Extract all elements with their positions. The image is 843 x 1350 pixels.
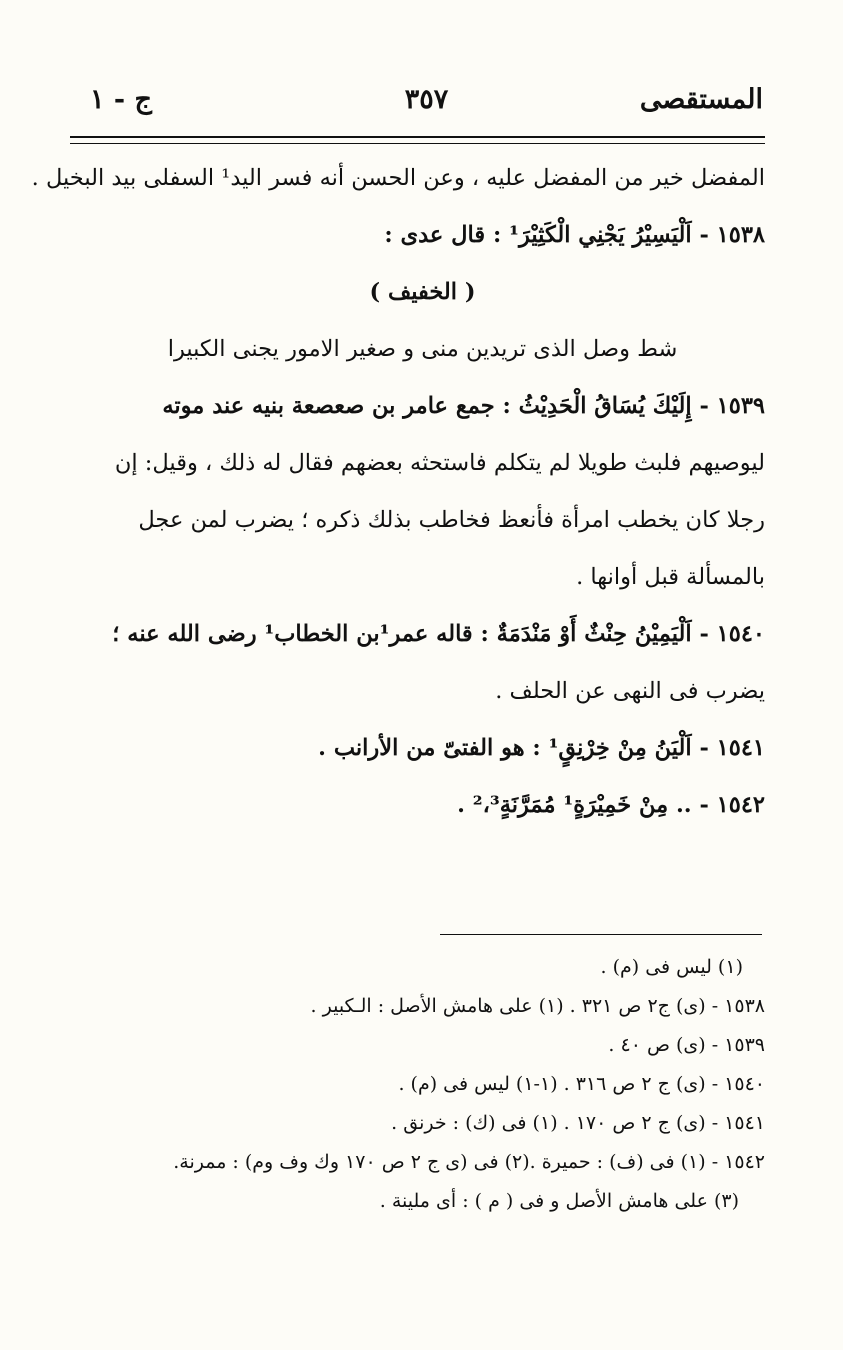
text-line: ليوصيهم فلبث طويلا لم يتكلم فاستحثه بعضهم فقال له ذلك ، وقيل: إن (114, 450, 765, 476)
meter-label: ( الخفيف ) (369, 279, 476, 305)
footnote: ١٥٤٢ - (١) فى (ف) : حميرة .(٢) فى (ى ج ٢ ص ١٧٠ وك وف وم) : ممرنة. (173, 1151, 765, 1173)
page-number: ٣٥٧ (404, 84, 449, 115)
proverb-entry-1539: ١٥٣٩ - إِلَيْكَ يُسَاقُ الْحَدِيْثُ : جمع عامر بن صعصعة بنيه عند موته (162, 393, 765, 419)
footnote: ١٥٤٠ - (ى) ج ٢ ص ٣١٦ . (١-١) ليس فى (م) . (398, 1073, 765, 1095)
proverb-entry-1538: ١٥٣٨ - اَلْيَسِيْرُ يَجْنِي الْكَثِيْرَ¹ : قال عدى : (384, 222, 765, 248)
header-rule-thick (70, 136, 765, 138)
page-header (90, 78, 763, 130)
text-line: المفضل خير من المفضل عليه ، وعن الحسن أنه فسر اليد¹ السفلى بيد البخيل . (31, 165, 765, 191)
book-title: المستقصى (639, 84, 763, 115)
text-line: يضرب فى النهى عن الحلف . (495, 678, 765, 704)
proverb-entry-1542: ١٥٤٢ - .. مِنْ خَمِيْرَةٍ¹ مُمَرَّنَةٍ²،³ . (457, 792, 765, 818)
proverb-entry-1540: ١٥٤٠ - اَلْيَمِيْنُ حِنْثٌ أَوْ مَنْدَمَةٌ : قاله عمر¹بن الخطاب¹ رضى الله عنه ؛ (112, 621, 765, 647)
footnote: (٣) على هامش الأصل و فى ( م ) : أى ملينة . (379, 1190, 739, 1212)
footnote: ١٥٣٩ - (ى) ص ٤٠ . (608, 1034, 765, 1056)
footnote: (١) ليس فى (م) . (600, 956, 743, 978)
proverb-entry-1541: ١٥٤١ - اَلْيَنُ مِنْ خِرْنِقٍ¹ : هو الفتىّ من الأرانب . (318, 735, 765, 761)
text-line: رجلا كان يخطب امرأة فأنعظ فخاطب بذلك ذكره ؛ يضرب لمن عجل (138, 507, 765, 533)
text-line: بالمسألة قبل أوانها . (576, 564, 765, 590)
footnote-rule (440, 934, 762, 935)
poetry-verse: شط وصل الذى تريدين منى و صغير الامور يجنى الكبيرا (167, 336, 678, 362)
header-rule-thin (70, 143, 765, 144)
volume-label: ج - ١ (90, 84, 152, 115)
footnote: ١٥٣٨ - (ى) ج٢ ص ٣٢١ . (١) على هامش الأصل : الـكبير . (310, 995, 765, 1017)
footnote: ١٥٤١ - (ى) ج ٢ ص ١٧٠ . (١) فى (ك) : خرنق . (391, 1112, 765, 1134)
main-text (31, 150, 765, 834)
footnotes (100, 948, 765, 1221)
